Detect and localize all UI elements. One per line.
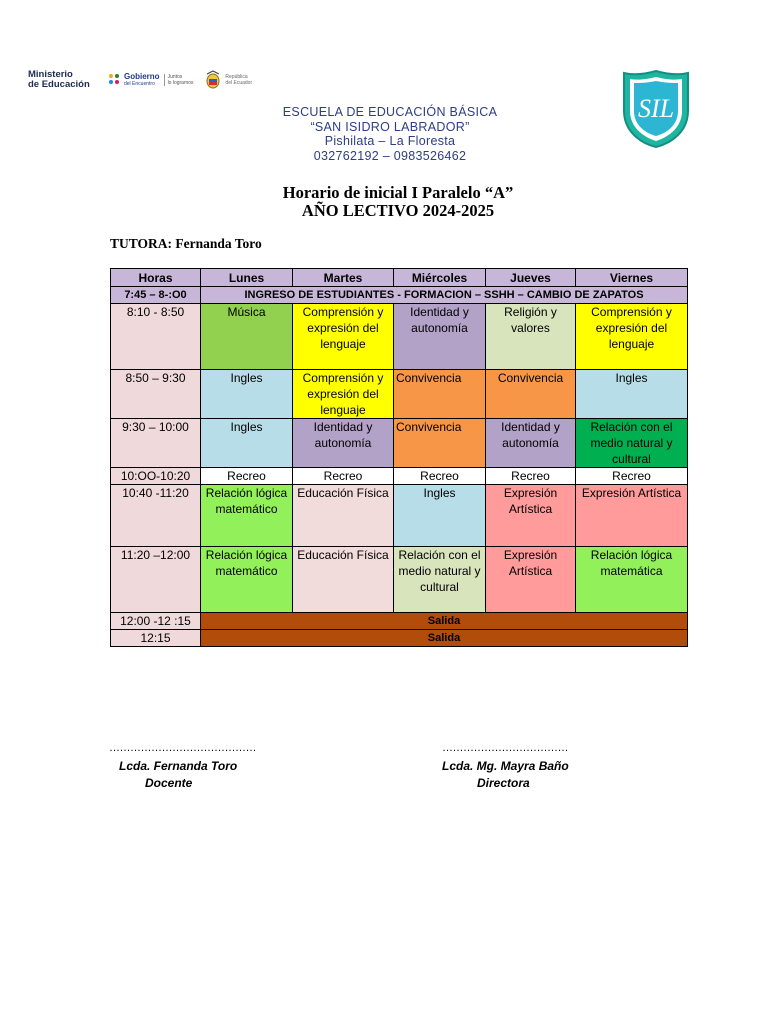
gov-name: Gobierno xyxy=(124,72,160,81)
salida-cell: Salida xyxy=(201,613,688,630)
class-cell: Convivencia xyxy=(394,370,486,419)
time-cell: 10:40 -11:20 xyxy=(111,485,201,547)
government-logo xyxy=(108,73,193,87)
government-slogan xyxy=(164,74,194,86)
time-cell: 12:00 -12 :15 xyxy=(111,613,201,630)
table-header-row xyxy=(111,269,688,287)
school-name: ESCUELA DE EDUCACIÓN BÁSICA xyxy=(282,105,498,119)
class-cell: Expresión Artística xyxy=(576,485,688,547)
class-cell: Ingles xyxy=(201,370,293,419)
school-info xyxy=(200,105,580,163)
time-cell: 8:10 - 8:50 xyxy=(111,304,201,370)
class-cell: Relación con el medio natural y cultural xyxy=(576,419,688,468)
class-cell: Recreo xyxy=(293,468,394,485)
class-cell: Identidad y autonomía xyxy=(293,419,394,468)
republic-line-2: del Ecuador xyxy=(225,80,253,86)
class-cell: Ingles xyxy=(576,370,688,419)
class-cell: Expresión Artística xyxy=(486,485,576,547)
table-row xyxy=(111,547,688,613)
salida-cell: Salida xyxy=(201,630,688,647)
table-row xyxy=(111,468,688,485)
class-cell: Recreo xyxy=(486,468,576,485)
title-line-2: AÑO LECTIVO 2024-2025 xyxy=(301,201,495,220)
time-cell: 9:30 – 10:00 xyxy=(111,419,201,468)
signature-name: Lcda. Mg. Mayra Baño xyxy=(442,759,569,773)
republic-text xyxy=(225,74,252,86)
signature-role: Directora xyxy=(477,776,530,790)
class-cell: Convivencia xyxy=(486,370,576,419)
republic-logo xyxy=(203,70,252,90)
coat-of-arms-icon xyxy=(203,70,223,90)
table-row xyxy=(111,304,688,370)
school-badge-icon xyxy=(620,69,692,149)
time-cell: 12:15 xyxy=(111,630,201,647)
time-cell: 10:OO-10:20 xyxy=(111,468,201,485)
gov-slogan-2: lo logramos xyxy=(167,80,194,86)
header-horas: Horas xyxy=(111,269,201,287)
time-cell: 11:20 –12:00 xyxy=(111,547,201,613)
title-line-1: Horario de inicial I Paralelo “A” xyxy=(282,183,514,202)
class-cell: Relación lógica matemático xyxy=(201,547,293,613)
class-cell: Comprensión y expresión del lenguaje xyxy=(576,304,688,370)
republic-line-1: República xyxy=(225,74,248,80)
table-row xyxy=(111,370,688,419)
table-row xyxy=(111,419,688,468)
class-cell: Ingles xyxy=(394,485,486,547)
table-row xyxy=(111,613,688,630)
class-cell: Comprensión y expresión del lenguaje xyxy=(293,304,394,370)
class-cell: Expresión Artística xyxy=(486,547,576,613)
class-cell: Relación con el medio natural y cultural xyxy=(394,547,486,613)
class-cell: Educación Física xyxy=(293,485,394,547)
government-emblem-icon xyxy=(108,73,120,87)
table-row xyxy=(111,287,688,304)
document-title xyxy=(110,184,686,220)
school-location: Pishilata – La Floresta xyxy=(324,134,456,148)
tutora-label: TUTORA: Fernanda Toro xyxy=(110,236,262,251)
class-cell: Relación lógica matemático xyxy=(201,485,293,547)
header-miercoles: Miércoles xyxy=(394,269,486,287)
class-cell: Educación Física xyxy=(293,547,394,613)
class-cell: Convivencia xyxy=(394,419,486,468)
schedule-table xyxy=(110,268,688,647)
class-cell: Identidad y autonomía xyxy=(486,419,576,468)
ministry-line-1: Ministerio xyxy=(28,69,73,80)
class-cell: Identidad y autonomía xyxy=(394,304,486,370)
header-jueves: Jueves xyxy=(486,269,576,287)
time-cell: 7:45 – 8-:O0 xyxy=(111,287,201,304)
class-cell: Comprensión y expresión del lenguaje xyxy=(293,370,394,419)
header-viernes: Viernes xyxy=(576,269,688,287)
class-cell: Relación lógica matemática xyxy=(576,547,688,613)
school-subname: “SAN ISIDRO LABRADOR” xyxy=(310,119,470,134)
table-row xyxy=(111,630,688,647)
signature-docente xyxy=(109,742,256,790)
signature-directora xyxy=(442,742,569,790)
class-cell: Recreo xyxy=(201,468,293,485)
class-cell: Música xyxy=(201,304,293,370)
time-cell: 8:50 – 9:30 xyxy=(111,370,201,419)
gov-sub: del Encuentro xyxy=(124,81,155,87)
signature-line: ……………………………… xyxy=(442,742,568,754)
table-row xyxy=(111,485,688,547)
ministry-logo xyxy=(28,70,98,90)
government-name xyxy=(124,73,160,87)
signature-line: …………………………………… xyxy=(109,742,256,754)
class-cell: Religión y valores xyxy=(486,304,576,370)
header-logos xyxy=(28,66,252,94)
signature-role: Docente xyxy=(145,776,193,790)
header-lunes: Lunes xyxy=(201,269,293,287)
header-martes: Martes xyxy=(293,269,394,287)
gov-slogan-1: Juntos xyxy=(167,74,183,80)
badge-letters: SIL xyxy=(637,94,675,123)
class-cell: Recreo xyxy=(576,468,688,485)
ingreso-cell: INGRESO DE ESTUDIANTES - FORMACION – SSHH – CAMBIO DE ZAPATOS xyxy=(201,287,688,304)
class-cell: Recreo xyxy=(394,468,486,485)
school-phones: 032762192 – 0983526462 xyxy=(313,148,467,163)
ministry-line-2: de Educación xyxy=(28,79,90,90)
class-cell: Ingles xyxy=(201,419,293,468)
signature-name: Lcda. Fernanda Toro xyxy=(119,759,238,773)
